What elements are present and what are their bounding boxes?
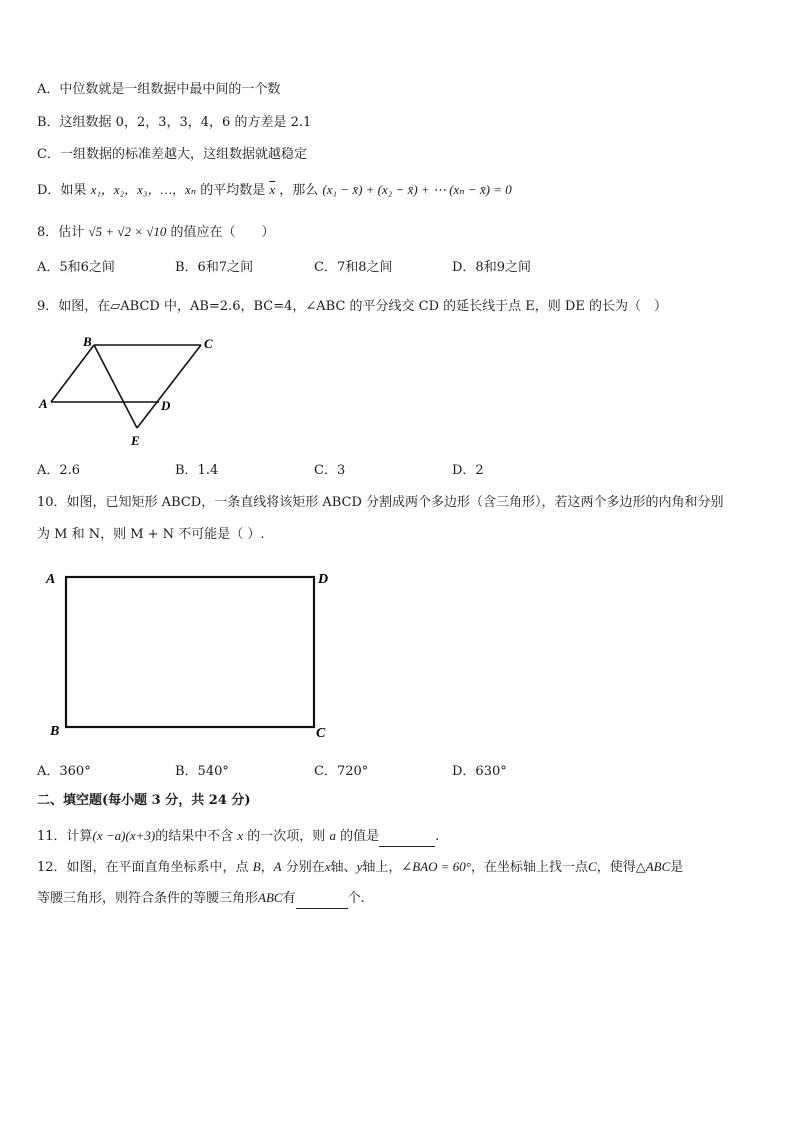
q8-expression: √5 + √2 × √10 — [88, 224, 167, 239]
q10-option-c: C．720° — [314, 764, 369, 779]
q12-triangle: △ABC — [635, 859, 671, 874]
q12-point-a: A — [273, 859, 282, 874]
q7-d-prefix: D．如果 — [37, 183, 87, 198]
q9-edge-ce — [137, 345, 201, 428]
q11-answer-blank[interactable] — [379, 832, 435, 847]
q9-edge-ba — [51, 345, 94, 402]
q10-rectangle-figure — [40, 565, 340, 745]
q9-label-d: D — [161, 398, 171, 413]
q7-d-mid2: ，那么 — [279, 183, 319, 198]
q9-option-c: C．3 — [314, 463, 346, 478]
q12-point-b: B — [252, 859, 261, 874]
q8-option-b: B．6和7之间 — [175, 260, 254, 275]
q12-answer-blank[interactable] — [296, 894, 348, 909]
q10-option-a: A．360° — [37, 764, 91, 779]
q7-option-d — [37, 180, 512, 201]
q8-option-d: D．8和9之间 — [452, 260, 531, 275]
q10-stem-line1: 10．如图，已知矩形 ABCD，一条直线将该矩形 ABCD 分割成两个多边形（含三角形），若这两个多边形的内角和分别 — [37, 495, 724, 510]
q12-y-axis: y — [356, 859, 363, 874]
q12-text-m: 是 — [670, 860, 684, 875]
q7-option-b: B．这组数据 0，2，3，3，4，6 的方差是 2.1 — [37, 115, 312, 130]
q11-stem — [37, 826, 439, 847]
q9-option-b: B．1.4 — [175, 463, 219, 478]
q12-point-c: C — [588, 859, 597, 874]
q12-triangle-abc: ABC — [258, 890, 283, 905]
q9-stem: 9．如图，在▱ABCD 中，AB=2.6，BC=4，∠ABC 的平分线交 CD 的延长线于点 E，则 DE 的长为（ ） — [37, 299, 667, 314]
q12-text-line2-a: 等腰三角形，则符合条件的等腰三角形 — [37, 891, 259, 906]
q12-text-line2-d: 个. — [347, 891, 365, 906]
q12-text-g: 轴、 — [330, 860, 357, 875]
q12-text-j: ，在坐标轴上找一点 — [471, 860, 589, 875]
q10-stem-line2: 为 M 和 N，则 M + N 不可能是（ ）. — [37, 527, 265, 542]
q10-label-b: B — [50, 724, 60, 739]
q12-stem-line2 — [37, 888, 365, 909]
q8-option-c: C．7和8之间 — [314, 260, 393, 275]
q7-d-mean: $\overline{x}$ — [269, 182, 276, 197]
q9-option-a: A．2.6 — [37, 463, 81, 478]
q7-d-formula: (x₁ − x̄) + (x₂ − x̄) + ⋯ (xₙ − x̄) = 0 — [322, 182, 512, 197]
q12-text-c: ， — [260, 860, 274, 875]
q7-option-c: C．一组数据的标准差越大，这组数据就越稳定 — [37, 147, 307, 162]
q10-rectangle — [66, 577, 314, 727]
q7-d-mid: 的平均数是 — [200, 183, 266, 198]
q9-label-c: C — [204, 336, 213, 351]
q10-label-a: A — [46, 572, 56, 587]
q12-angle: ∠BAO = 60° — [401, 859, 471, 874]
q8-stem — [37, 222, 275, 243]
q11-suffix: 的值是 — [340, 829, 380, 844]
q11-end: . — [435, 829, 440, 844]
q12-text-e: 分别在 — [285, 860, 325, 875]
q12-text-a: 12．如图，在平面直角坐标系中，点 — [37, 860, 249, 875]
q9-option-d: D．2 — [452, 463, 484, 478]
q11-expression: (x −a)(x+3) — [92, 828, 156, 843]
q12-text-line2-c: 有 — [282, 891, 296, 906]
q12-stem-line1 — [37, 857, 683, 878]
q11-var-x: x — [237, 828, 244, 843]
section-fill-in-title: 二、填空题(每小题 3 分，共 24 分) — [37, 793, 251, 808]
q9-bisector-be — [94, 345, 137, 428]
q10-label-c: C — [316, 726, 326, 741]
q9-parallelogram-figure — [35, 330, 225, 452]
q11-mid2: 的一次项，则 — [247, 829, 326, 844]
q8-prefix: 8．估计 — [37, 225, 85, 240]
q8-option-a: A．5和6之间 — [37, 260, 115, 275]
q12-text-i: 轴上， — [362, 860, 402, 875]
q7-option-a: A．中位数就是一组数据中最中间的一个数 — [37, 82, 281, 97]
q10-option-b: B．540° — [175, 764, 229, 779]
q9-label-a: A — [39, 396, 48, 411]
q10-label-d: D — [318, 572, 329, 587]
q9-label-b: B — [83, 334, 92, 349]
q11-var-a: a — [329, 828, 336, 843]
q11-prefix: 11．计算 — [37, 829, 93, 844]
q12-text-l: ，使得 — [596, 860, 636, 875]
q12-x-axis: x — [324, 859, 331, 874]
q7-d-variables: x₁，x₂，x₃，…，xₙ — [90, 182, 197, 197]
q8-suffix: 的值应在（ ） — [170, 225, 275, 240]
q10-option-d: D．630° — [452, 764, 507, 779]
q11-mid: 的结果中不含 — [155, 829, 234, 844]
q9-label-e: E — [131, 433, 140, 448]
